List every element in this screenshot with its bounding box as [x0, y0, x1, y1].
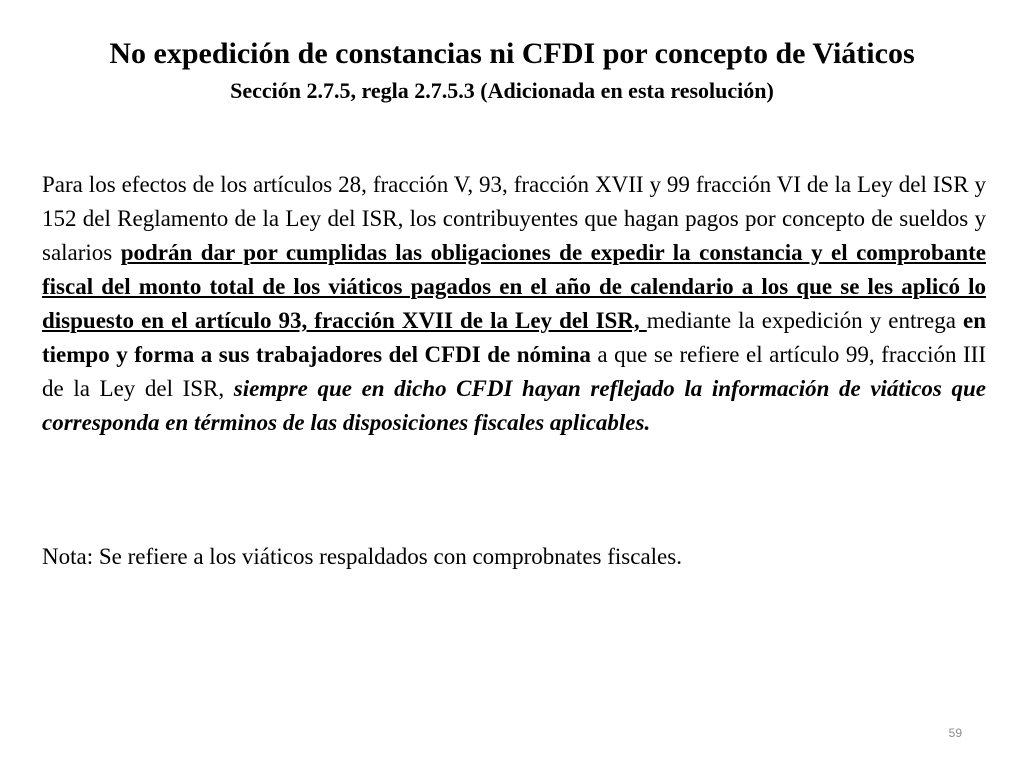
paragraph-condition-text: siempre que en dicho CFDI hayan reflejado la información de viáticos que corresponda en términos de las disposiciones fiscales aplicables. [42, 376, 986, 435]
paragraph-underlined-text: podrán dar por cumplidas las obligaciones de expedir la constancia y el comprobante fiscal del monto total de los viáticos pagados en el año de calendario a los que se les aplicó lo dispuesto en el artículo 93, fracción XVII de la Ley del ISR, [42, 240, 986, 333]
paragraph-middle-text: mediante la expedición y entrega [646, 308, 963, 333]
paragraph-bold-text: en tiempo y forma a sus trabajadores del CFDI de nómina [42, 308, 986, 367]
slide-subtitle: Sección 2.7.5, regla 2.7.5.3 (Adicionada en esta resolución) [230, 78, 774, 103]
paragraph-reference-text: a que se refiere el artículo 99, fracción III de la Ley del ISR, [42, 342, 986, 401]
note-text: Nota: Se refiere a los viáticos respaldados con comprobnates fiscales. [42, 544, 682, 569]
page-number: 59 [948, 726, 962, 740]
rule-paragraph [42, 168, 986, 440]
slide-title: No expedición de constancias ni CFDI por concepto de Viáticos [109, 37, 915, 70]
paragraph-intro-text: Para los efectos de los artículos 28, fracción V, 93, fracción XVII y 99 fracción VI de la Ley del ISR y 152 del Reglamento de la Ley del ISR, los contribuyentes que hagan pagos por concepto de sueldos y salarios [42, 172, 986, 265]
